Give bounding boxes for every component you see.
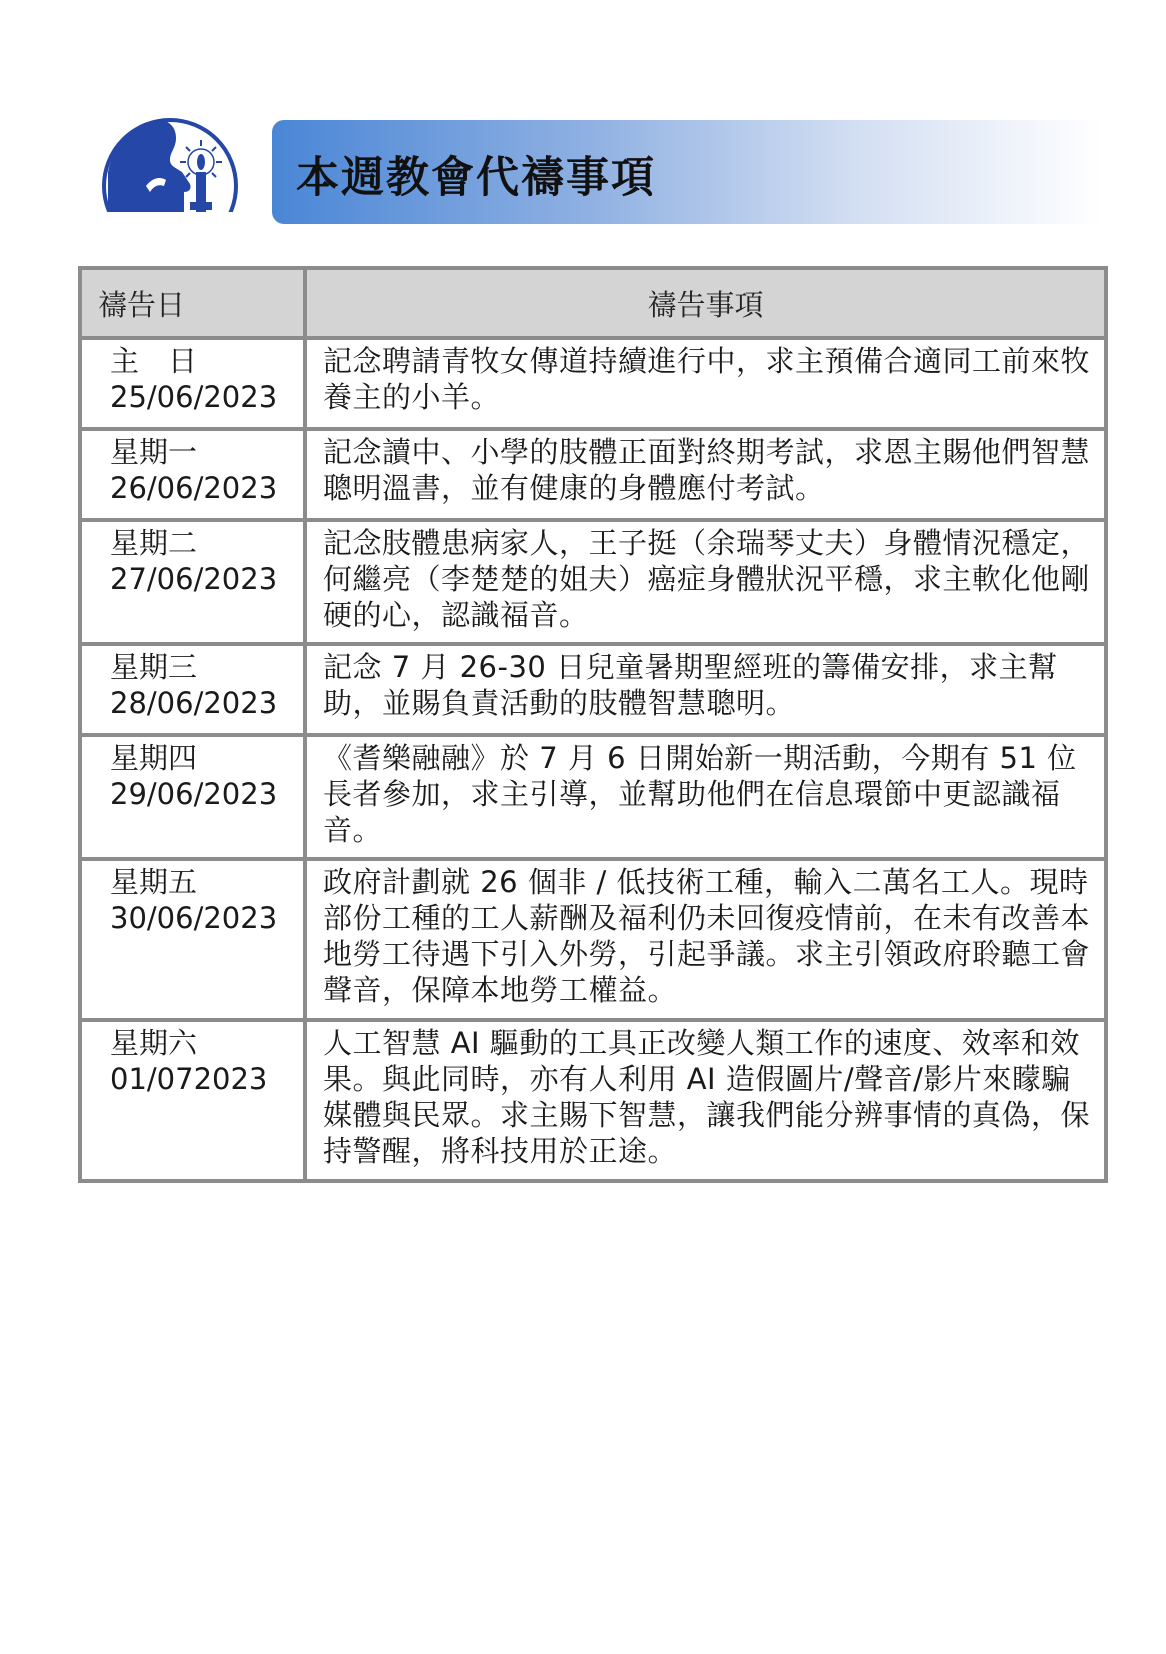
prayer-item-text: 《耆樂融融》於 7 月 6 日開始新一期活動，今期有 51 位長者參加，求主引導，並幫助他們在信息環節中更認識福音。	[305, 735, 1106, 859]
weekday-label: 星期二	[110, 526, 198, 560]
date-cell	[80, 1020, 305, 1181]
date-cell	[80, 859, 305, 1020]
date-cell	[80, 338, 305, 429]
date-cell	[80, 429, 305, 520]
column-header-item: 禱告事項	[305, 268, 1106, 338]
date-label: 29/06/2023	[110, 777, 278, 811]
table-row	[80, 859, 1106, 1020]
date-cell	[80, 520, 305, 644]
weekday-label: 主 日	[110, 344, 198, 378]
table-row	[80, 735, 1106, 859]
table-row	[80, 644, 1106, 735]
prayer-item-text: 記念聘請青牧女傳道持續進行中，求主預備合適同工前來牧養主的小羊。	[305, 338, 1106, 429]
date-label: 28/06/2023	[110, 686, 278, 720]
date-label: 26/06/2023	[110, 471, 278, 505]
title-banner	[272, 120, 1102, 224]
church-logo	[100, 112, 252, 224]
weekday-label: 星期一	[110, 435, 198, 469]
table-row	[80, 520, 1106, 644]
table-row	[80, 1020, 1106, 1181]
weekday-label: 星期六	[110, 1026, 198, 1060]
weekday-label: 星期三	[110, 650, 198, 684]
date-label: 27/06/2023	[110, 562, 278, 596]
table-row	[80, 429, 1106, 520]
weekday-label: 星期五	[110, 865, 198, 899]
prayer-item-text: 記念讀中、小學的肢體正面對終期考試，求恩主賜他們智慧聰明溫書，並有健康的身體應付考試。	[305, 429, 1106, 520]
date-cell	[80, 644, 305, 735]
page-title: 本週教會代禱事項	[296, 153, 656, 203]
date-label: 01/072023	[110, 1062, 268, 1096]
church-logo-icon	[100, 112, 252, 224]
table-header-row	[80, 268, 1106, 338]
prayer-item-text: 政府計劃就 26 個非 / 低技術工種，輸入二萬名工人。現時部份工種的工人薪酬及福利仍未回復疫情前，在未有改善本地勞工待遇下引入外勞，引起爭議。求主引領政府聆聽工會聲音，保障本地勞工權益。	[305, 859, 1106, 1020]
prayer-item-text: 記念肢體患病家人，王子挺（余瑞琴丈夫）身體情況穩定，何繼亮（李楚楚的姐夫）癌症身體狀況平穩，求主軟化他剛硬的心，認識福音。	[305, 520, 1106, 644]
date-label: 30/06/2023	[110, 901, 278, 935]
weekday-label: 星期四	[110, 741, 198, 775]
column-header-date: 禱告日	[80, 268, 305, 338]
date-label: 25/06/2023	[110, 380, 278, 414]
prayer-item-text: 人工智慧 AI 驅動的工具正改變人類工作的速度、效率和效果。與此同時，亦有人利用 AI 造假圖片/聲音/影片來矇騙媒體與民眾。求主賜下智慧，讓我們能分辨事情的真偽，保持警醒，將科技用於正途。	[305, 1020, 1106, 1181]
prayer-item-text: 記念 7 月 26-30 日兒童暑期聖經班的籌備安排，求主幫助，並賜負責活動的肢體智慧聰明。	[305, 644, 1106, 735]
table-row	[80, 338, 1106, 429]
date-cell	[80, 735, 305, 859]
prayer-table	[78, 266, 1108, 1183]
